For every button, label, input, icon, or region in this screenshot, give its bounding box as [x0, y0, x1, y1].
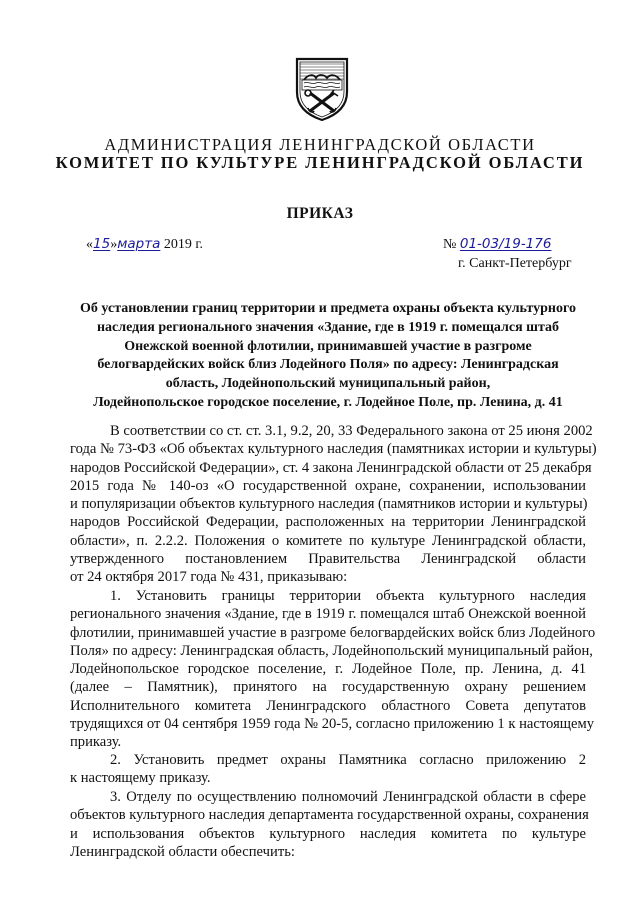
text-line: Ленинградской области обеспечить: — [70, 843, 295, 860]
date-quote-close: » — [110, 237, 118, 252]
paragraph-item-3 — [70, 788, 589, 861]
org-name-administration: АДМИНИСТРАЦИЯ ЛЕНИНГРАДСКОЙ ОБЛАСТИ — [104, 135, 536, 154]
text-line: 2015 года № 140-оз «О государственной охране, сохранении, использовании — [70, 477, 586, 494]
text-line: года № 73-ФЗ «Об объектах культурного наследия (памятниках истории и культуры) — [70, 441, 597, 458]
heading-line: Онежской военной флотилии, принимавшей участие в разгроме — [124, 338, 532, 354]
text-line: объектов культурного наследия департамента государственной охраны, сохранения — [70, 807, 589, 824]
date-day: 15 — [93, 236, 111, 252]
text-line: Лодейнопольское городское поселение, г. Лодейное Поле, пр. Ленина, д. 41 — [70, 661, 586, 678]
text-line: В соответствии со ст. ст. 3.1, 9.2, 20, 33 Федерального закона от 25 июня 2002 — [110, 423, 593, 439]
text-line: народов Российской Федерации», ст. 4 закона Ленинградской области от 25 декабря — [70, 459, 592, 476]
text-line: области», п. 2.2.2. Положения о комитете по культуре Ленинградской области, — [70, 532, 586, 549]
heading-line: наследия регионального значения «Здание, где в 1919 г. помещался штаб — [96, 319, 560, 335]
date-month: марта — [117, 236, 161, 252]
text-line: (далее – Памятник), принятого на государственную охрану решением — [70, 679, 586, 696]
text-line: и популяризации объектов культурного наследия (памятников истории и культуры) — [70, 496, 588, 513]
number-prefix: № — [443, 237, 457, 252]
document-heading — [70, 300, 586, 413]
coat-of-arms-icon — [294, 56, 350, 122]
paragraph-item-2 — [70, 751, 586, 788]
text-line: утвержденного постановлением Правительства Ленинградской области — [70, 551, 586, 568]
text-line: 2. Установить предмет охраны Памятника согласно приложению 2 — [110, 752, 586, 768]
org-name-committee: КОМИТЕТ ПО КУЛЬТУРЕ ЛЕНИНГРАДСКОЙ ОБЛАСТИ — [55, 153, 585, 172]
text-line: трудящихся от 04 сентября 1959 года № 20-5, согласно приложению 1 к настоящему — [70, 716, 595, 733]
text-line: приказу. — [70, 734, 122, 751]
text-line: от 24 октября 2017 года № 431, приказываю: — [70, 569, 348, 586]
text-line: и использования объектов культурного наследия комитета по культуре — [70, 825, 586, 842]
document-number — [443, 236, 551, 253]
date-quote-open: « — [86, 237, 93, 252]
text-line: регионального значения «Здание, где в 1919 г. помещался штаб Онежской военной — [70, 606, 586, 623]
document-city: г. Санкт-Петербург — [458, 256, 572, 271]
text-line: флотилии, принимавшей участие в разгроме белогвардейских войск близ Лодейного — [70, 624, 596, 641]
heading-line: Лодейнопольское городское поселение, г. Лодейное Поле, пр. Ленина, д. 41 — [93, 394, 563, 410]
number-value: 01-03/19-176 — [459, 236, 552, 252]
paragraph-preamble — [70, 422, 597, 587]
document-date — [86, 236, 203, 253]
text-line: 1. Установить границы территории объекта культурного наследия — [110, 588, 586, 604]
heading-line: область, Лодейнопольский муниципальный район, — [165, 376, 491, 392]
document-type: ПРИКАЗ — [286, 205, 354, 222]
text-line: Поля» по адресу: Ленинградская область, Лодейнопольский муниципальный район, — [70, 642, 593, 659]
text-line: к настоящему приказу. — [70, 770, 211, 787]
text-line: народов Российской Федерации, расположенных на территории Ленинградской — [70, 514, 586, 531]
text-line: Исполнительного комитета Ленинградского областного Совета депутатов — [70, 697, 586, 714]
paragraph-item-1 — [70, 587, 596, 752]
date-year: 2019 г. — [163, 237, 204, 252]
heading-line: белогвардейских войск близ Лодейного Поля» по адресу: Ленинградская — [97, 357, 559, 373]
text-line: 3. Отделу по осуществлению полномочий Ленинградской области в сфере — [110, 789, 586, 805]
heading-line: Об установлении границ территории и предмета охраны объекта культурного — [80, 301, 576, 316]
